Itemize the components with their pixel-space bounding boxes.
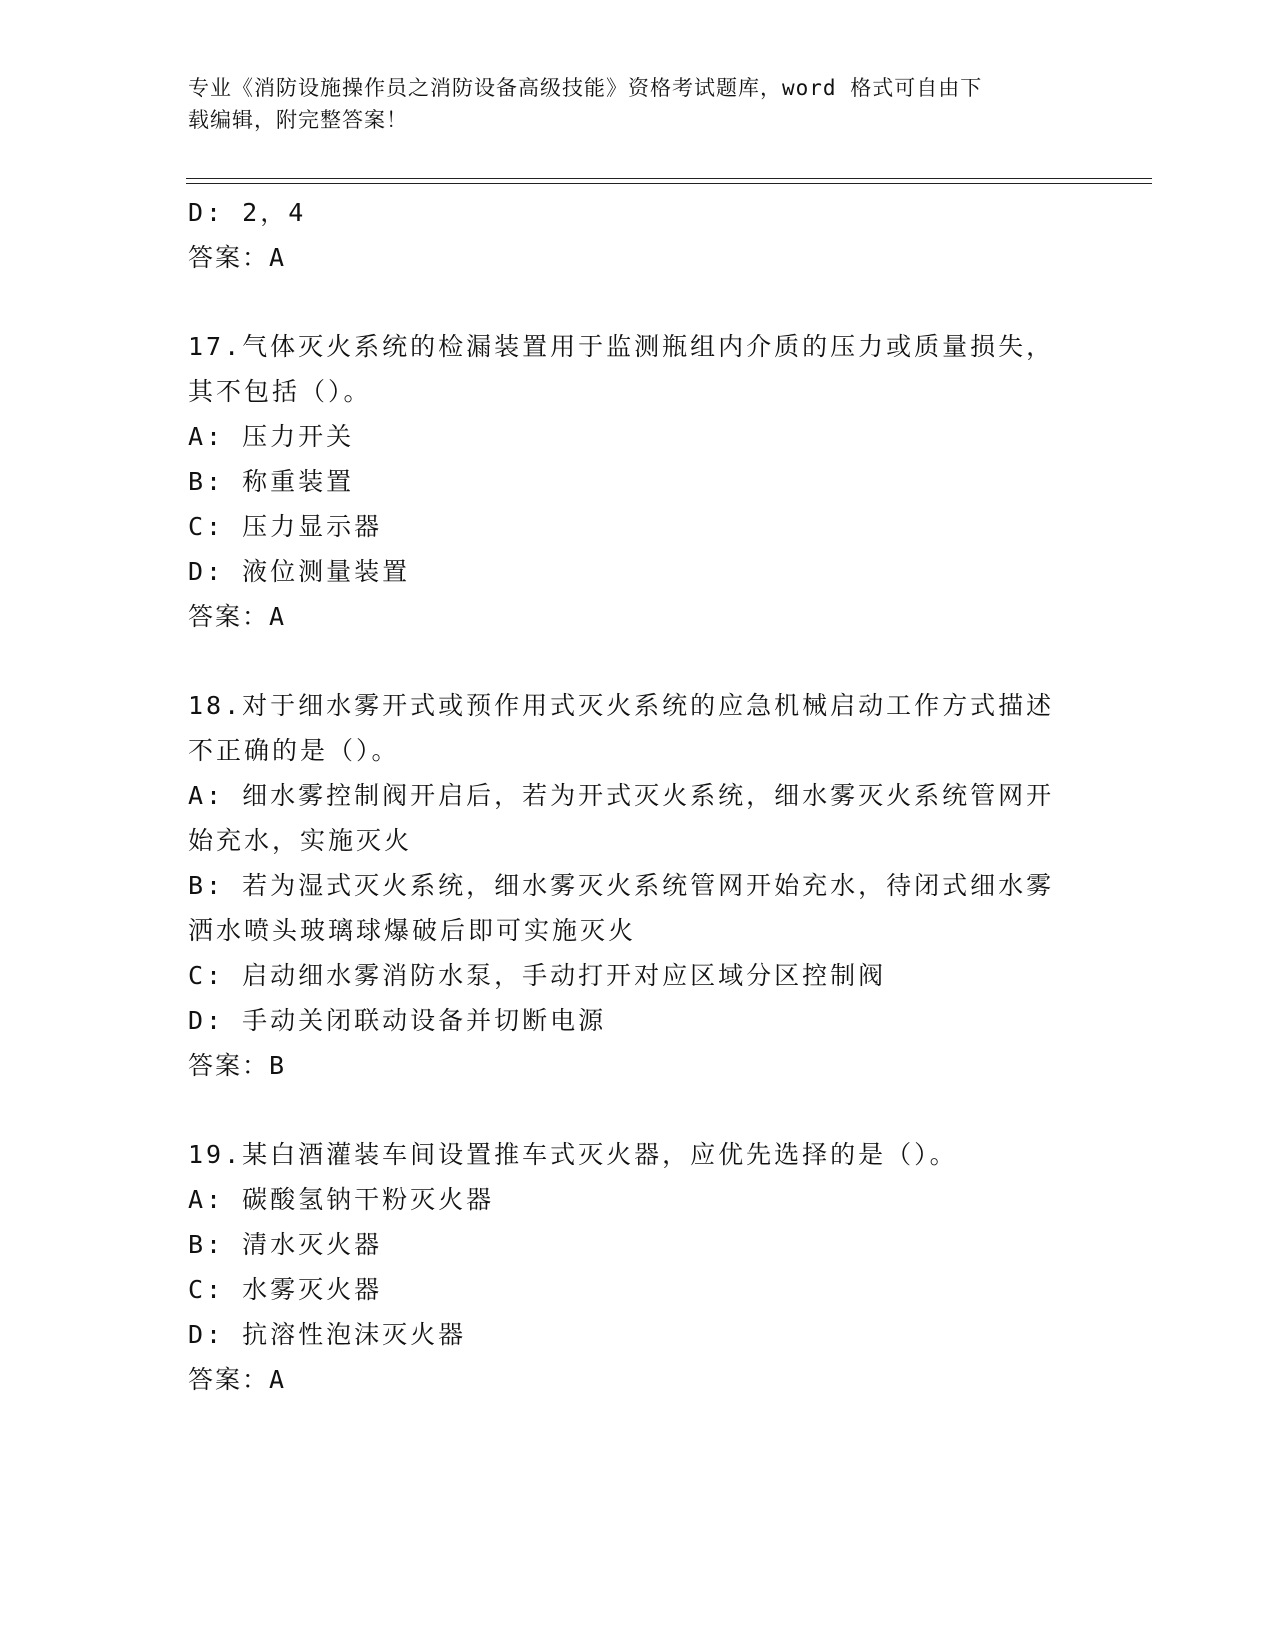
option-d: D: 液位测量装置 (188, 557, 411, 586)
option-c: C: 启动细水雾消防水泵，手动打开对应区域分区控制阀 (188, 961, 887, 990)
option-b: B: 若为湿式灭火系统，细水雾灭火系统管网开始充水，待闭式细水雾 (188, 871, 1055, 900)
option-a-cont: 始充水，实施灭火 (188, 826, 413, 855)
option-c: C: 水雾灭火器 (188, 1275, 383, 1304)
header-line-1: 专业《消防设施操作员之消防设备高级技能》资格考试题库，word 格式可自由下 (188, 76, 983, 100)
answer: 答案：B (188, 1051, 287, 1080)
answer: 答案：A (188, 1365, 287, 1394)
option-a: A: 压力开关 (188, 422, 355, 451)
option-d: D: 抗溶性泡沫灭火器 (188, 1320, 467, 1349)
answer: 答案：A (188, 602, 287, 631)
header-divider-top (186, 178, 1152, 179)
option-d: D: 2，4 (188, 198, 307, 227)
question-18 (188, 683, 1088, 1088)
option-b: B: 清水灭火器 (188, 1230, 383, 1259)
option-b: B: 称重装置 (188, 467, 355, 496)
question-17 (188, 324, 1088, 639)
answer: 答案：A (188, 243, 287, 272)
previous-question-tail (188, 190, 1088, 280)
question-19 (188, 1132, 1088, 1402)
option-a: A: 细水雾控制阀开启后，若为开式灭火系统，细水雾灭火系统管网开 (188, 781, 1055, 810)
option-c: C: 压力显示器 (188, 512, 383, 541)
header-line-2: 载编辑，附完整答案！ (188, 108, 408, 132)
question-stem: 19.某白酒灌装车间设置推车式灭火器，应优先选择的是（）。 (188, 1140, 958, 1169)
question-list (188, 190, 1088, 1402)
header-divider-bottom (186, 183, 1152, 184)
question-stem: 18.对于细水雾开式或预作用式灭火系统的应急机械启动工作方式描述 (188, 691, 1055, 720)
question-stem-cont: 其不包括（）。 (188, 377, 372, 406)
option-a: A: 碳酸氢钠干粉灭火器 (188, 1185, 495, 1214)
option-d: D: 手动关闭联动设备并切断电源 (188, 1006, 607, 1035)
question-stem-cont: 不正确的是（）。 (188, 736, 400, 765)
document-header (188, 72, 1068, 136)
option-b-cont: 洒水喷头玻璃球爆破后即可实施灭火 (188, 916, 637, 945)
question-stem: 17.气体灭火系统的检漏装置用于监测瓶组内介质的压力或质量损失， (188, 332, 1055, 361)
